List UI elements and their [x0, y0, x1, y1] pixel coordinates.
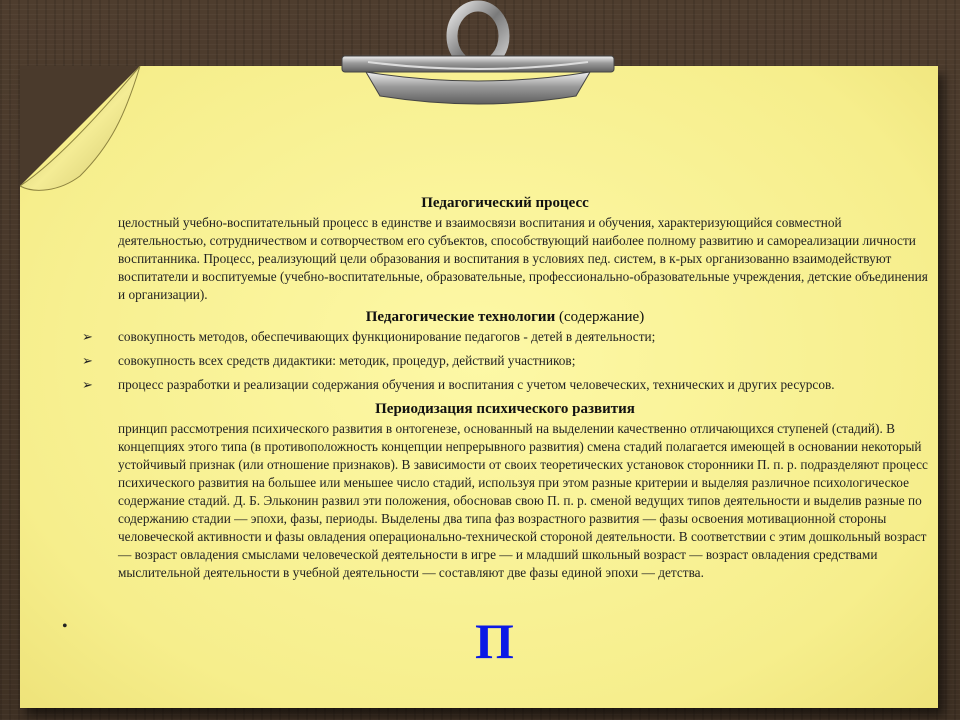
- section-heading-pedagogical-technologies: [80, 308, 930, 326]
- page-curl-icon: [20, 66, 150, 196]
- arrow-bullet-icon: ➢: [82, 329, 93, 344]
- list-item: [80, 352, 930, 370]
- list-item-text: совокупность всех средств дидактики: методик, процедур, действий участников;: [118, 353, 576, 368]
- list-item: [80, 328, 930, 346]
- section-heading-periodization: Периодизация психического развития: [375, 401, 635, 417]
- list-item: [80, 376, 930, 394]
- content-area: [80, 190, 930, 586]
- heading-suffix: (содержание): [555, 309, 645, 325]
- section-text-pedagogical-process: целостный учебно-воспитательный процесс в единстве и взаимосвязи воспитания и обучения, характеризующийся совместной деятельностью, сотрудничеством и сотворчеством его субъектов, способствующий наиболее полному развитию и самореализации личности воспитанника. Процесс, реализующий цели образования и воспитания в условиях пед. систем, в к-рых организованно взаимодействуют воспитатели и воспитуемые (учебно-воспитательные, образовательные, профессионально-образовательные учреждения, детские объединения и организации).: [118, 215, 928, 302]
- big-letter: П: [475, 613, 514, 669]
- section-text-periodization: принцип рассмотрения психического развития в онтогенезе, основанный на выделении качественно отличающихся ступеней (стадий). В концепциях этого типа (в противоположность концепции непрерывного развития) смена стадий полагается имеющей в основании некоторый устойчивый признак (или отношение признаков). В зависимости от своих теоретических установок сторонники П. п. р. подразделяют процесс психического развития на большее или меньшее число стадий, используя при этом разные критерии и выделяя различное психологическое содержание стадий. Д. Б. Эльконин развил эти положения, обосновав свою П. п. р. сменой ведущих типов деятельности и выделив разные по содержанию стадии — эпохи, фазы, периоды. Выделены два типа фаз возрастного развития — фазы освоения мотивационной стороны человеческой активности и фазы овладения операционально-технической стороной деятельности. В соответствии с этим дошкольный возраст — возраст овладения смыслами человеческой деятельности в игре — и младший школьный возраст — возраст овладения средствами мыслительной деятельности в учебной деятельности — составляют две фазы единой эпохи — детства.: [118, 421, 928, 580]
- note-paper: [20, 66, 938, 708]
- list-item-text: совокупность методов, обеспечивающих функционирование педагогов - детей в деятельности;: [118, 329, 656, 344]
- arrow-bullet-icon: ➢: [82, 353, 93, 368]
- bullet-dot: •: [62, 618, 68, 635]
- binder-clip-icon: [338, 0, 618, 110]
- section-heading-pedagogical-process: Педагогический процесс: [421, 195, 589, 211]
- arrow-bullet-icon: ➢: [82, 377, 93, 392]
- heading-main: Педагогические технологии: [365, 309, 556, 325]
- technologies-list: [80, 328, 930, 394]
- list-item-text: процесс разработки и реализации содержания обучения и воспитания с учетом человеческих, технических и других ресурсов.: [118, 377, 835, 392]
